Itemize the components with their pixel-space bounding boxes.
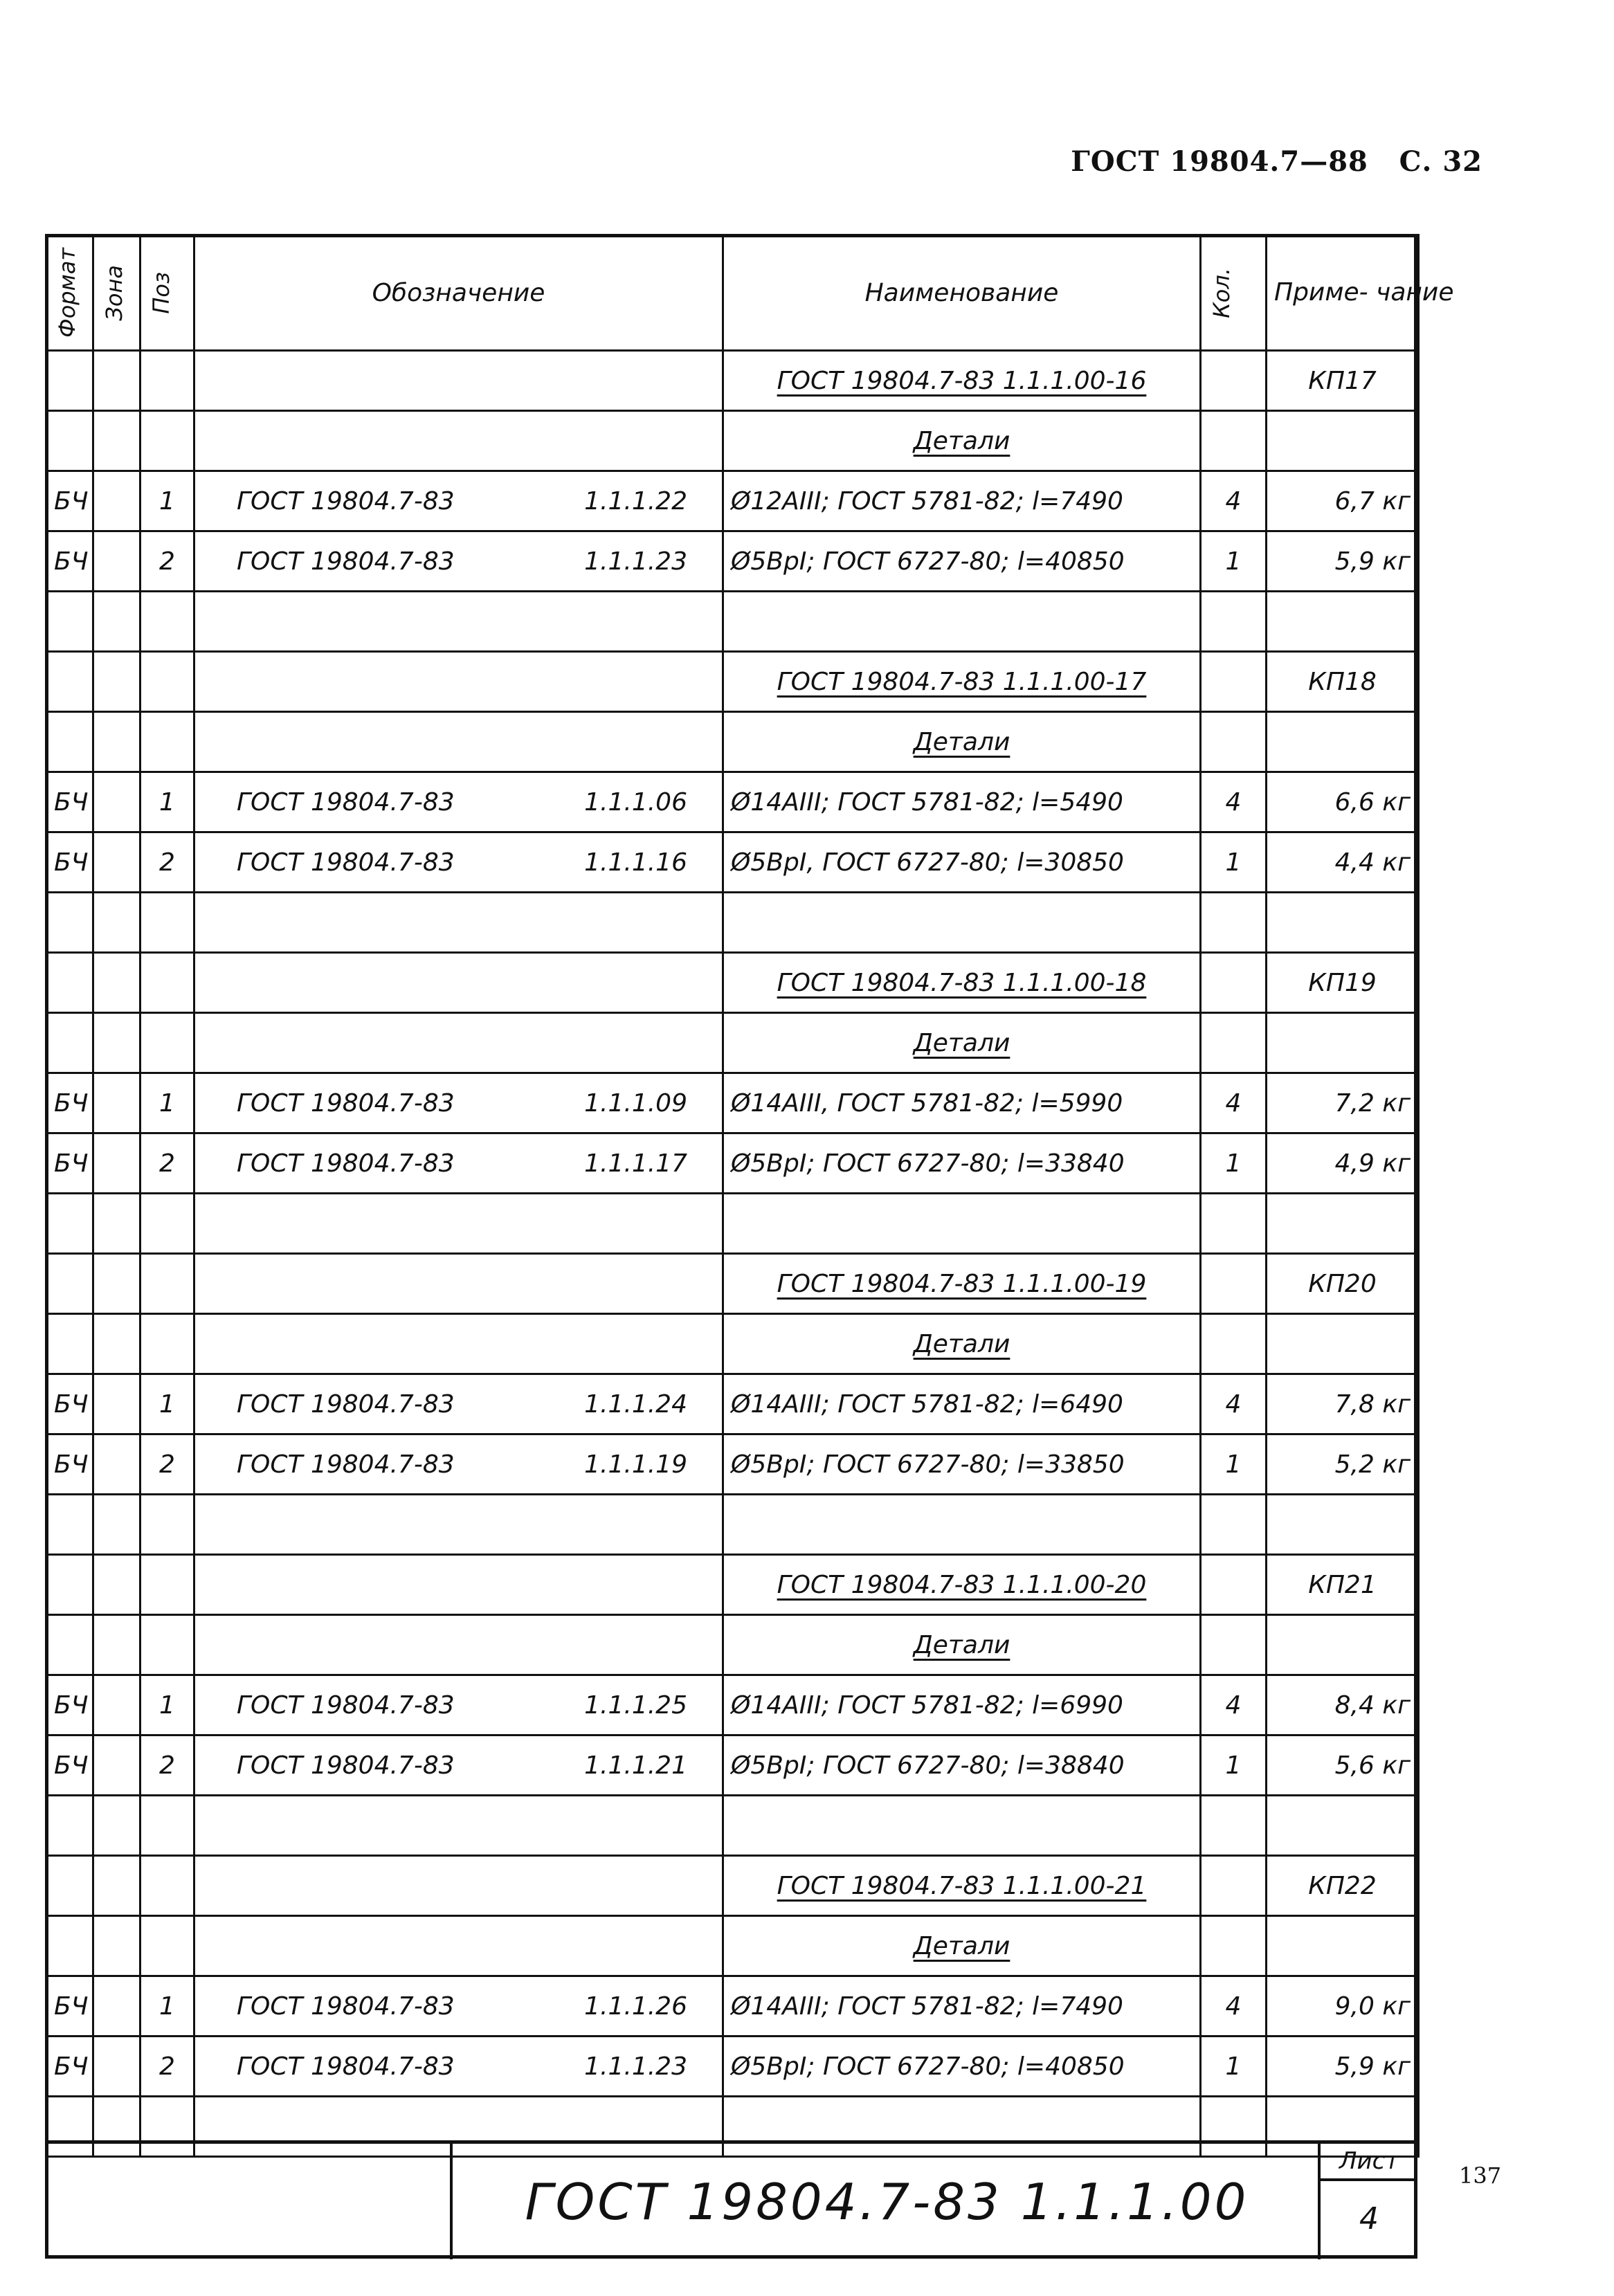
- page-number: 137: [1459, 2162, 1502, 2189]
- cell-format: БЧ: [46, 2037, 93, 2097]
- table-row-blank: [46, 592, 1419, 652]
- cell-note: [1267, 1314, 1419, 1374]
- cell-section-title: Детали: [723, 411, 1201, 471]
- table-row-title: [46, 652, 1419, 712]
- cell-zone: [93, 1916, 140, 1976]
- cell-designation: [194, 1976, 723, 2037]
- cell-note: 9,0 кг: [1267, 1976, 1419, 2037]
- cell-pos: 1: [140, 1073, 194, 1133]
- cell-pos: [140, 1796, 194, 1856]
- cell-zone: [93, 1615, 140, 1675]
- cell-assembly-title: ГОСТ 19804.7-83 1.1.1.00-16: [723, 351, 1201, 411]
- cell-format: [46, 652, 93, 712]
- cell-note: [1267, 1615, 1419, 1675]
- designation-code: 1.1.1.23: [584, 2052, 687, 2081]
- table-row-section: [46, 1916, 1419, 1976]
- cell-designation: [194, 772, 723, 832]
- table-row-blank: [46, 1796, 1419, 1856]
- cell-qty: [1201, 1194, 1267, 1254]
- cell-pos: [140, 1013, 194, 1073]
- sheet-label: Лист: [1321, 2144, 1417, 2181]
- cell-qty: 1: [1201, 832, 1267, 893]
- cell-name: Ø14АIII; ГОСТ 5781-82; l=6490: [723, 1374, 1201, 1434]
- designation-standard: ГОСТ 19804.7-83: [237, 2052, 455, 2081]
- cell-qty: 1: [1201, 1434, 1267, 1495]
- cell-format: БЧ: [46, 772, 93, 832]
- cell-qty: [1201, 1314, 1267, 1374]
- table-row-item: [46, 1675, 1419, 1735]
- cell-pos: 1: [140, 772, 194, 832]
- cell-section-title: Детали: [723, 1013, 1201, 1073]
- cell-format: БЧ: [46, 1434, 93, 1495]
- designation-standard: ГОСТ 19804.7-83: [237, 1450, 455, 1479]
- cell-pos: 2: [140, 1735, 194, 1796]
- title-block: [45, 2140, 1417, 2259]
- table-row-item: [46, 1735, 1419, 1796]
- cell-note: 7,8 кг: [1267, 1374, 1419, 1434]
- cell-format: БЧ: [46, 1133, 93, 1194]
- table-row-item: [46, 1374, 1419, 1434]
- cell-zone: [93, 1133, 140, 1194]
- table-row-item: [46, 2037, 1419, 2097]
- table-row-section: [46, 712, 1419, 772]
- cell-note: 5,9 кг: [1267, 531, 1419, 592]
- designation-standard: ГОСТ 19804.7-83: [237, 1751, 455, 1780]
- cell-zone: [93, 893, 140, 953]
- cell-pos: 1: [140, 1976, 194, 2037]
- cell-designation: [194, 1013, 723, 1073]
- table-row-section: [46, 1615, 1419, 1675]
- designation-standard: ГОСТ 19804.7-83: [237, 1992, 455, 2021]
- cell-zone: [93, 1735, 140, 1796]
- cell-pos: [140, 1495, 194, 1555]
- cell-qty: [1201, 592, 1267, 652]
- cell-designation: [194, 411, 723, 471]
- cell-note: КП17: [1267, 351, 1419, 411]
- designation-standard: ГОСТ 19804.7-83: [237, 787, 455, 817]
- cell-qty: [1201, 652, 1267, 712]
- cell-pos: 1: [140, 1374, 194, 1434]
- cell-qty: [1201, 1916, 1267, 1976]
- cell-pos: 2: [140, 1434, 194, 1495]
- designation-code: 1.1.1.25: [584, 1691, 687, 1720]
- cell-format: [46, 1916, 93, 1976]
- cell-format: [46, 1615, 93, 1675]
- cell-designation: [194, 1856, 723, 1916]
- cell-zone: [93, 772, 140, 832]
- table-body: [46, 351, 1419, 2157]
- cell-qty: 4: [1201, 772, 1267, 832]
- cell-name: [723, 893, 1201, 953]
- designation-code: 1.1.1.09: [584, 1088, 687, 1118]
- table-row-item: [46, 471, 1419, 531]
- cell-pos: 1: [140, 471, 194, 531]
- cell-zone: [93, 832, 140, 893]
- table-row-title: [46, 1856, 1419, 1916]
- col-qty: Кол.: [1201, 235, 1267, 351]
- designation-standard: ГОСТ 19804.7-83: [237, 1088, 455, 1118]
- table-row-section: [46, 1314, 1419, 1374]
- cell-qty: [1201, 1856, 1267, 1916]
- page-header: [1071, 145, 1482, 178]
- cell-designation: [194, 1194, 723, 1254]
- cell-note: 4,4 кг: [1267, 832, 1419, 893]
- cell-name: Ø14АIII; ГОСТ 5781-82; l=5490: [723, 772, 1201, 832]
- cell-format: [46, 1856, 93, 1916]
- cell-format: [46, 1314, 93, 1374]
- cell-format: [46, 1254, 93, 1314]
- cell-pos: [140, 1555, 194, 1615]
- cell-note: [1267, 1796, 1419, 1856]
- cell-name: [723, 1495, 1201, 1555]
- cell-note: КП19: [1267, 953, 1419, 1013]
- cell-pos: [140, 1314, 194, 1374]
- cell-pos: [140, 652, 194, 712]
- cell-format: БЧ: [46, 531, 93, 592]
- cell-pos: [140, 1916, 194, 1976]
- cell-pos: 2: [140, 2037, 194, 2097]
- cell-format: БЧ: [46, 471, 93, 531]
- cell-format: БЧ: [46, 1374, 93, 1434]
- cell-pos: [140, 351, 194, 411]
- cell-pos: 2: [140, 832, 194, 893]
- cell-qty: [1201, 351, 1267, 411]
- cell-pos: 2: [140, 531, 194, 592]
- cell-note: [1267, 411, 1419, 471]
- cell-name: Ø14АIII, ГОСТ 5781-82; l=5990: [723, 1073, 1201, 1133]
- cell-qty: 4: [1201, 471, 1267, 531]
- table-row-item: [46, 1133, 1419, 1194]
- cell-pos: [140, 1254, 194, 1314]
- cell-designation: [194, 1374, 723, 1434]
- cell-zone: [93, 712, 140, 772]
- cell-designation: [194, 1073, 723, 1133]
- cell-zone: [93, 471, 140, 531]
- cell-designation: [194, 1133, 723, 1194]
- cell-designation: [194, 531, 723, 592]
- cell-qty: [1201, 712, 1267, 772]
- table-row-item: [46, 1434, 1419, 1495]
- cell-designation: [194, 471, 723, 531]
- cell-name: Ø5ВрI; ГОСТ 6727-80; l=33840: [723, 1133, 1201, 1194]
- cell-assembly-title: ГОСТ 19804.7-83 1.1.1.00-21: [723, 1856, 1201, 1916]
- cell-qty: [1201, 1254, 1267, 1314]
- col-pos: Поз: [140, 235, 194, 351]
- cell-zone: [93, 1495, 140, 1555]
- designation-code: 1.1.1.06: [584, 787, 687, 817]
- cell-qty: 4: [1201, 1073, 1267, 1133]
- table-row-title: [46, 1254, 1419, 1314]
- designation-code: 1.1.1.23: [584, 547, 687, 576]
- cell-pos: 2: [140, 1133, 194, 1194]
- cell-zone: [93, 953, 140, 1013]
- cell-assembly-title: ГОСТ 19804.7-83 1.1.1.00-18: [723, 953, 1201, 1013]
- col-designation: Обозначение: [194, 235, 723, 351]
- table-row-title: [46, 1555, 1419, 1615]
- cell-designation: [194, 1615, 723, 1675]
- cell-pos: [140, 953, 194, 1013]
- standard-number: ГОСТ 19804.7—88: [1071, 145, 1368, 178]
- col-name: Наименование: [723, 235, 1201, 351]
- cell-qty: [1201, 1013, 1267, 1073]
- cell-section-title: Детали: [723, 1615, 1201, 1675]
- cell-note: КП22: [1267, 1856, 1419, 1916]
- cell-section-title: Детали: [723, 1314, 1201, 1374]
- cell-format: [46, 953, 93, 1013]
- cell-zone: [93, 1374, 140, 1434]
- table-row-item: [46, 1976, 1419, 2037]
- cell-note: 4,9 кг: [1267, 1133, 1419, 1194]
- sheet-number: 4: [1359, 2201, 1379, 2236]
- cell-zone: [93, 1976, 140, 2037]
- col-format: Формат: [46, 235, 93, 351]
- cell-designation: [194, 1555, 723, 1615]
- cell-note: КП18: [1267, 652, 1419, 712]
- cell-zone: [93, 531, 140, 592]
- cell-name: Ø5ВрI; ГОСТ 6727-80; l=40850: [723, 531, 1201, 592]
- designation-code: 1.1.1.24: [584, 1390, 687, 1419]
- cell-pos: 1: [140, 1675, 194, 1735]
- cell-zone: [93, 652, 140, 712]
- designation-standard: ГОСТ 19804.7-83: [237, 1390, 455, 1419]
- cell-note: [1267, 893, 1419, 953]
- cell-zone: [93, 1073, 140, 1133]
- designation-standard: ГОСТ 19804.7-83: [237, 1691, 455, 1720]
- cell-pos: [140, 1194, 194, 1254]
- cell-designation: [194, 351, 723, 411]
- cell-zone: [93, 592, 140, 652]
- table-row-item: [46, 1073, 1419, 1133]
- cell-name: [723, 1796, 1201, 1856]
- cell-name: [723, 592, 1201, 652]
- cell-zone: [93, 411, 140, 471]
- designation-standard: ГОСТ 19804.7-83: [237, 486, 455, 516]
- cell-format: [46, 1796, 93, 1856]
- designation-standard: ГОСТ 19804.7-83: [237, 547, 455, 576]
- cell-designation: [194, 1735, 723, 1796]
- cell-note: КП21: [1267, 1555, 1419, 1615]
- cell-designation: [194, 652, 723, 712]
- cell-zone: [93, 1194, 140, 1254]
- cell-qty: [1201, 893, 1267, 953]
- cell-qty: 4: [1201, 1374, 1267, 1434]
- cell-zone: [93, 351, 140, 411]
- designation-standard: ГОСТ 19804.7-83: [237, 848, 455, 877]
- table-row-title: [46, 953, 1419, 1013]
- cell-zone: [93, 1856, 140, 1916]
- cell-note: 5,2 кг: [1267, 1434, 1419, 1495]
- col-zone: Зона: [93, 235, 140, 351]
- table-row-blank: [46, 1495, 1419, 1555]
- cell-designation: [194, 893, 723, 953]
- cell-name: Ø14АIII; ГОСТ 5781-82; l=7490: [723, 1976, 1201, 2037]
- cell-assembly-title: ГОСТ 19804.7-83 1.1.1.00-19: [723, 1254, 1201, 1314]
- cell-zone: [93, 1314, 140, 1374]
- title-block-left: [45, 2144, 453, 2259]
- cell-qty: 4: [1201, 1976, 1267, 2037]
- table-row-blank: [46, 1194, 1419, 1254]
- cell-format: [46, 592, 93, 652]
- cell-zone: [93, 1555, 140, 1615]
- table-row-title: [46, 351, 1419, 411]
- cell-qty: 4: [1201, 1675, 1267, 1735]
- cell-designation: [194, 712, 723, 772]
- table-row-item: [46, 531, 1419, 592]
- cell-section-title: Детали: [723, 712, 1201, 772]
- cell-format: [46, 351, 93, 411]
- cell-note: 6,6 кг: [1267, 772, 1419, 832]
- cell-qty: [1201, 1796, 1267, 1856]
- cell-format: БЧ: [46, 1976, 93, 2037]
- cell-pos: [140, 1856, 194, 1916]
- cell-qty: 1: [1201, 2037, 1267, 2097]
- cell-zone: [93, 2037, 140, 2097]
- cell-format: [46, 893, 93, 953]
- cell-note: [1267, 592, 1419, 652]
- designation-code: 1.1.1.21: [584, 1751, 687, 1780]
- cell-name: Ø5ВрI, ГОСТ 6727-80; l=30850: [723, 832, 1201, 893]
- cell-note: [1267, 1194, 1419, 1254]
- cell-qty: [1201, 411, 1267, 471]
- cell-format: [46, 1194, 93, 1254]
- cell-assembly-title: ГОСТ 19804.7-83 1.1.1.00-20: [723, 1555, 1201, 1615]
- cell-designation: [194, 1675, 723, 1735]
- cell-designation: [194, 832, 723, 893]
- table-row-section: [46, 411, 1419, 471]
- cell-name: Ø5ВрI; ГОСТ 6727-80; l=33850: [723, 1434, 1201, 1495]
- cell-name: [723, 1194, 1201, 1254]
- table-header-row: [46, 235, 1419, 351]
- cell-note: 5,6 кг: [1267, 1735, 1419, 1796]
- cell-format: БЧ: [46, 832, 93, 893]
- cell-designation: [194, 2037, 723, 2097]
- cell-format: БЧ: [46, 1735, 93, 1796]
- table-row-item: [46, 832, 1419, 893]
- table-row-blank: [46, 893, 1419, 953]
- cell-note: 7,2 кг: [1267, 1073, 1419, 1133]
- cell-note: КП20: [1267, 1254, 1419, 1314]
- cell-zone: [93, 1434, 140, 1495]
- cell-pos: [140, 712, 194, 772]
- cell-note: [1267, 1013, 1419, 1073]
- cell-format: [46, 411, 93, 471]
- cell-qty: [1201, 1615, 1267, 1675]
- cell-assembly-title: ГОСТ 19804.7-83 1.1.1.00-17: [723, 652, 1201, 712]
- sheet-box: [1318, 2144, 1417, 2259]
- cell-qty: [1201, 1495, 1267, 1555]
- cell-designation: [194, 953, 723, 1013]
- cell-zone: [93, 1013, 140, 1073]
- cell-note: 8,4 кг: [1267, 1675, 1419, 1735]
- cell-name: Ø14АIII; ГОСТ 5781-82; l=6990: [723, 1675, 1201, 1735]
- cell-zone: [93, 1254, 140, 1314]
- cell-qty: 1: [1201, 1735, 1267, 1796]
- cell-designation: [194, 1495, 723, 1555]
- cell-designation: [194, 1314, 723, 1374]
- cell-designation: [194, 1434, 723, 1495]
- cell-name: Ø5ВрI; ГОСТ 6727-80; l=38840: [723, 1735, 1201, 1796]
- cell-format: [46, 1495, 93, 1555]
- designation-code: 1.1.1.22: [584, 486, 687, 516]
- page-label: С. 32: [1399, 145, 1482, 178]
- cell-name: Ø12АIII; ГОСТ 5781-82; l=7490: [723, 471, 1201, 531]
- cell-note: 5,9 кг: [1267, 2037, 1419, 2097]
- cell-note: [1267, 712, 1419, 772]
- col-note: Приме- чание: [1267, 235, 1419, 351]
- cell-section-title: Детали: [723, 1916, 1201, 1976]
- cell-format: БЧ: [46, 1073, 93, 1133]
- table-row-section: [46, 1013, 1419, 1073]
- cell-note: [1267, 1916, 1419, 1976]
- cell-designation: [194, 1916, 723, 1976]
- cell-qty: [1201, 1555, 1267, 1615]
- table-row-item: [46, 772, 1419, 832]
- designation-code: 1.1.1.26: [584, 1992, 687, 2021]
- cell-format: [46, 712, 93, 772]
- cell-pos: [140, 893, 194, 953]
- cell-pos: [140, 411, 194, 471]
- cell-pos: [140, 592, 194, 652]
- specification-table: [45, 234, 1454, 2158]
- cell-format: [46, 1013, 93, 1073]
- cell-pos: [140, 1615, 194, 1675]
- cell-qty: 1: [1201, 531, 1267, 592]
- cell-designation: [194, 592, 723, 652]
- designation-standard: ГОСТ 19804.7-83: [237, 1149, 455, 1178]
- cell-zone: [93, 1796, 140, 1856]
- cell-format: БЧ: [46, 1675, 93, 1735]
- cell-note: 6,7 кг: [1267, 471, 1419, 531]
- cell-name: Ø5ВрI; ГОСТ 6727-80; l=40850: [723, 2037, 1201, 2097]
- cell-designation: [194, 1254, 723, 1314]
- cell-designation: [194, 1796, 723, 1856]
- designation-code: 1.1.1.19: [584, 1450, 687, 1479]
- designation-code: 1.1.1.17: [584, 1149, 687, 1178]
- designation-code: 1.1.1.16: [584, 848, 687, 877]
- cell-zone: [93, 1675, 140, 1735]
- cell-qty: 1: [1201, 1133, 1267, 1194]
- cell-qty: [1201, 953, 1267, 1013]
- cell-format: [46, 1555, 93, 1615]
- document-designation: ГОСТ 19804.7-83 1.1.1.00: [525, 2172, 1249, 2231]
- cell-note: [1267, 1495, 1419, 1555]
